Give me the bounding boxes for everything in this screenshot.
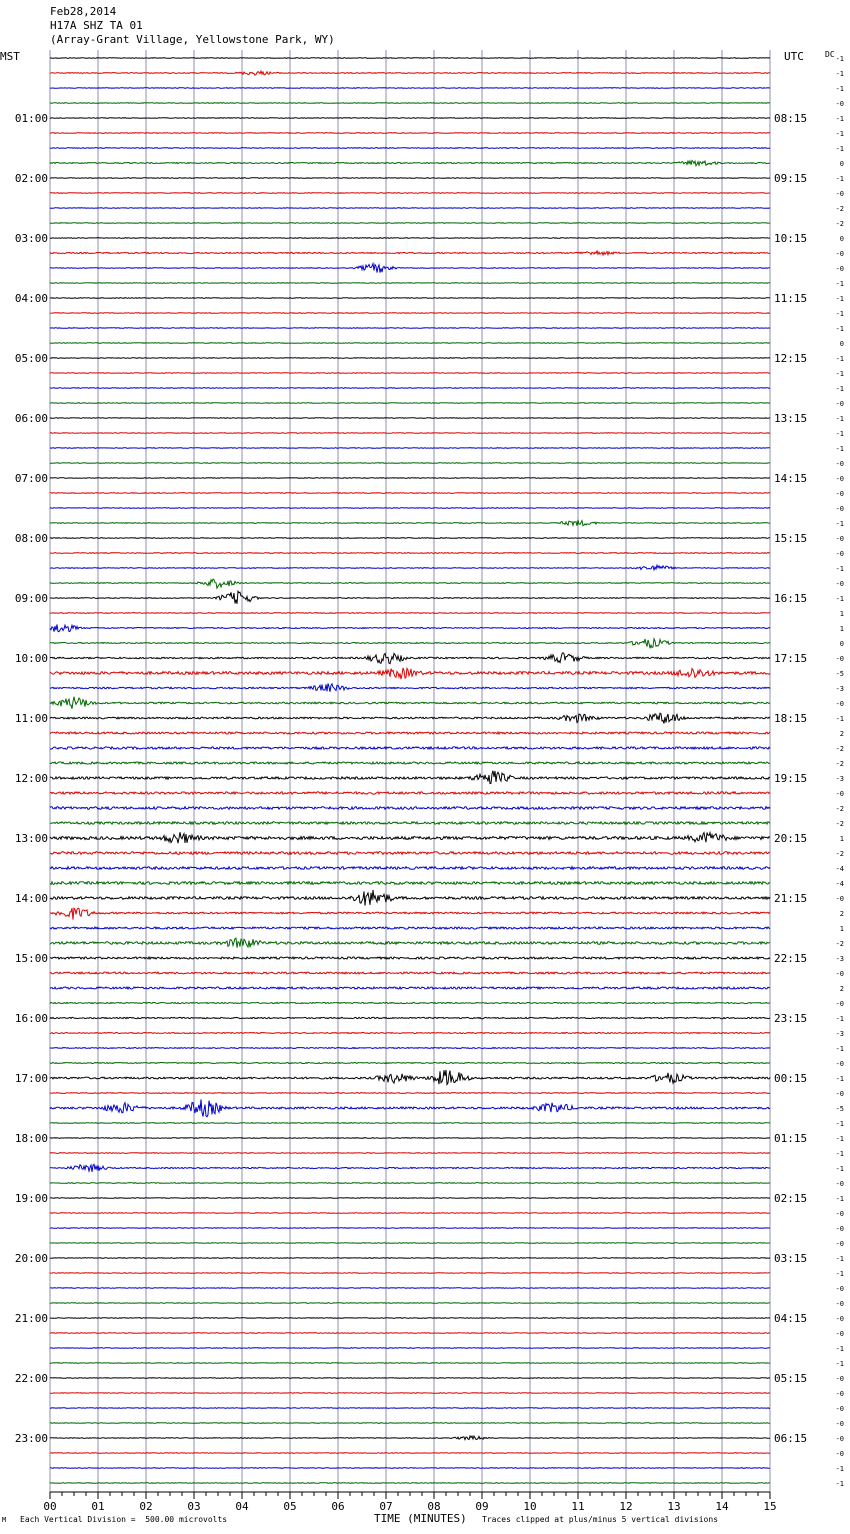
dc-offset-label: -0: [835, 490, 844, 498]
hour-label-mst: 19:00: [14, 1192, 48, 1205]
trace-line: [50, 957, 770, 959]
dc-offset-label: -1: [835, 115, 844, 123]
hour-label-utc: 05:15: [774, 1372, 808, 1385]
hour-label-mst: 03:00: [14, 232, 48, 245]
hour-label-mst: 23:00: [14, 1432, 48, 1445]
minute-mark-icon: M: [2, 1516, 7, 1524]
hour-label-mst: 01:00: [14, 112, 48, 125]
trace-line: [50, 1348, 770, 1349]
vertical-division-note: Each Vertical Division = 500.00 microvolts: [20, 1515, 228, 1524]
dc-offset-label: -0: [835, 1435, 844, 1443]
trace-line: [50, 373, 770, 374]
hour-label-utc: 11:15: [774, 292, 808, 305]
dc-offset-label: -3: [835, 1030, 844, 1038]
trace-line: [50, 867, 770, 870]
trace-line: [50, 1273, 770, 1274]
trace-line: [50, 792, 770, 794]
trace-line: [50, 762, 770, 764]
dc-offset-label: -1: [835, 1255, 844, 1263]
trace-line: [50, 668, 770, 679]
hour-label-mst: 11:00: [14, 712, 48, 725]
mst-zone-label: MST: [0, 50, 20, 63]
dc-offset-label: -1: [835, 1480, 844, 1488]
hour-label-utc: 18:15: [774, 712, 808, 725]
trace-line: [50, 1453, 770, 1454]
hour-label-utc: 12:15: [774, 352, 808, 365]
x-tick-label: 10: [523, 1500, 537, 1513]
trace-line: [50, 58, 770, 59]
trace-line: [50, 1033, 770, 1034]
dc-offset-label: -1: [835, 1270, 844, 1278]
trace-line: [50, 88, 770, 89]
x-tick-label: 05: [283, 1500, 297, 1513]
hour-label-mst: 16:00: [14, 1012, 48, 1025]
trace-line: [50, 1048, 770, 1049]
dc-offset-label: -1: [835, 445, 844, 453]
dc-offset-label: -1: [835, 175, 844, 183]
hour-label-utc: 22:15: [774, 952, 808, 965]
hour-label-utc: 21:15: [774, 892, 808, 905]
trace-line: [50, 538, 770, 539]
dc-offset-label: -2: [835, 760, 844, 768]
trace-line: [50, 771, 770, 784]
dc-offset-label: -1: [835, 1465, 844, 1473]
hour-label-utc: 00:15: [774, 1072, 808, 1085]
dc-offset-label: -0: [835, 1240, 844, 1248]
hour-label-mst: 21:00: [14, 1312, 48, 1325]
trace-line: [50, 832, 770, 843]
trace-line: [50, 448, 770, 449]
trace-line: [50, 520, 770, 526]
trace-line: [50, 313, 770, 314]
dc-offset-label: -1: [835, 415, 844, 423]
dc-offset-label: -1: [835, 1120, 844, 1128]
dc-offset-label: -3: [835, 775, 844, 783]
dc-offset-label: -1: [835, 1195, 844, 1203]
dc-offset-label: -0: [835, 1450, 844, 1458]
x-tick-label: 11: [571, 1500, 585, 1513]
dc-offset-label: -4: [835, 880, 844, 888]
plot-date: Feb28,2014: [50, 5, 117, 18]
dc-offset-label: -2: [835, 205, 844, 213]
trace-line: [50, 264, 770, 273]
hour-label-mst: 08:00: [14, 532, 48, 545]
dc-offset-label: -0: [835, 970, 844, 978]
hour-label-mst: 13:00: [14, 832, 48, 845]
dc-offset-label: -0: [835, 100, 844, 108]
trace-line: [50, 478, 770, 479]
dc-offset-label: -0: [835, 1390, 844, 1398]
dc-offset-label: -0: [835, 700, 844, 708]
trace-line: [50, 908, 770, 920]
dc-offset-label: -5: [835, 670, 844, 678]
dc-offset-label: -2: [835, 850, 844, 858]
trace-line: [50, 1363, 770, 1364]
trace-line: [50, 343, 770, 344]
trace-line: [50, 403, 770, 404]
hour-label-mst: 10:00: [14, 652, 48, 665]
trace-line: [50, 118, 770, 119]
trace-line: [50, 1070, 770, 1085]
trace-line: [50, 938, 770, 948]
hour-label-mst: 18:00: [14, 1132, 48, 1145]
trace-line: [50, 433, 770, 434]
trace-line: [50, 1228, 770, 1229]
hour-label-utc: 02:15: [774, 1192, 808, 1205]
dc-label: DC: [825, 50, 835, 59]
trace-line: [50, 508, 770, 509]
trace-line: [50, 223, 770, 224]
dc-offset-label: 1: [839, 925, 844, 933]
hour-label-utc: 14:15: [774, 472, 808, 485]
trace-line: [50, 591, 770, 604]
x-tick-label: 01: [91, 1500, 105, 1513]
hour-label-mst: 20:00: [14, 1252, 48, 1265]
trace-line: [50, 251, 770, 255]
dc-offset-label: -1: [835, 520, 844, 528]
clip-note: Traces clipped at plus/minus 5 vertical divisions: [482, 1515, 719, 1524]
trace-line: [50, 1258, 770, 1259]
x-axis: [43, 1492, 776, 1513]
x-tick-label: 14: [715, 1500, 729, 1513]
hour-label-utc: 15:15: [774, 532, 808, 545]
dc-offset-label: -0: [835, 1210, 844, 1218]
dc-offset-label: -1: [835, 310, 844, 318]
trace-line: [50, 1288, 770, 1289]
trace-line: [50, 613, 770, 614]
dc-offset-label: -2: [835, 220, 844, 228]
trace-line: [50, 1017, 770, 1018]
x-tick-label: 03: [187, 1500, 201, 1513]
hour-label-mst: 17:00: [14, 1072, 48, 1085]
hour-label-mst: 09:00: [14, 592, 48, 605]
hour-label-utc: 23:15: [774, 1012, 808, 1025]
dc-offset-label: -0: [835, 580, 844, 588]
dc-offset-label: -1: [835, 130, 844, 138]
trace-line: [50, 283, 770, 284]
dc-offset-label: -0: [835, 1180, 844, 1188]
trace-line: [50, 972, 770, 974]
trace-line: [50, 1123, 770, 1124]
hour-label-utc: 06:15: [774, 1432, 808, 1445]
trace-line: [50, 1138, 770, 1139]
dc-offset-label: -0: [835, 1375, 844, 1383]
dc-offset-label: -0: [835, 460, 844, 468]
dc-offset-label: -1: [835, 1165, 844, 1173]
x-tick-label: 06: [331, 1500, 345, 1513]
dc-offset-label: -0: [835, 655, 844, 663]
dc-offset-label: -0: [835, 1225, 844, 1233]
trace-line: [50, 1393, 770, 1394]
trace-line: [50, 639, 770, 649]
x-tick-label: 09: [475, 1500, 489, 1513]
trace-line: [50, 418, 770, 419]
trace-line: [50, 684, 770, 692]
dc-offset-label: -1: [835, 1045, 844, 1053]
dc-offset-label: -0: [835, 1315, 844, 1323]
x-tick-label: 07: [379, 1500, 393, 1513]
dc-offset-label: -0: [835, 475, 844, 483]
dc-offset-label: -0: [835, 1060, 844, 1068]
dc-offset-label: 1: [839, 625, 844, 633]
trace-line: [50, 697, 770, 709]
trace-line: [50, 807, 770, 810]
dc-offset-label: -2: [835, 805, 844, 813]
hour-label-mst: 22:00: [14, 1372, 48, 1385]
trace-line: [50, 133, 770, 134]
dc-offset-label: -3: [835, 955, 844, 963]
trace-line: [50, 1378, 770, 1379]
dc-offset-label: -1: [835, 85, 844, 93]
x-tick-label: 04: [235, 1500, 249, 1513]
dc-offset-label: -0: [835, 1330, 844, 1338]
trace-line: [50, 1243, 770, 1244]
trace-line: [50, 747, 770, 749]
dc-offset-label: -3: [835, 685, 844, 693]
hour-label-utc: 03:15: [774, 1252, 808, 1265]
hour-label-mst: 15:00: [14, 952, 48, 965]
trace-line: [50, 1483, 770, 1484]
dc-offset-label: -1: [835, 280, 844, 288]
trace-line: [50, 298, 770, 299]
dc-offset-label: -0: [835, 790, 844, 798]
hour-label-utc: 08:15: [774, 112, 808, 125]
dc-offset-label: -0: [835, 505, 844, 513]
trace-line: [50, 148, 770, 149]
hour-label-utc: 01:15: [774, 1132, 808, 1145]
trace-line: [50, 1303, 770, 1304]
dc-offset-label: -1: [835, 145, 844, 153]
hour-label-utc: 20:15: [774, 832, 808, 845]
trace-line: [50, 732, 770, 734]
dc-offset-label: -2: [835, 745, 844, 753]
dc-offset-label: -1: [835, 595, 844, 603]
dc-offset-label: -0: [835, 400, 844, 408]
trace-line: [50, 1093, 770, 1094]
hour-label-mst: 05:00: [14, 352, 48, 365]
hour-label-mst: 14:00: [14, 892, 48, 905]
hour-label-utc: 04:15: [774, 1312, 808, 1325]
dc-offset-label: -1: [835, 355, 844, 363]
trace-line: [50, 1318, 770, 1319]
trace-line: [50, 388, 770, 389]
dc-offset-label: -0: [835, 1285, 844, 1293]
trace-line: [50, 553, 770, 554]
trace-line: [50, 1213, 770, 1214]
x-tick-label: 13: [667, 1500, 681, 1513]
hour-label-utc: 16:15: [774, 592, 808, 605]
dc-offset-label: 0: [839, 340, 844, 348]
trace-line: [50, 103, 770, 104]
trace-line: [50, 1153, 770, 1154]
x-tick-label: 02: [139, 1500, 153, 1513]
station-location: (Array-Grant Village, Yellowstone Park, WY): [50, 33, 335, 46]
dc-offset-label: 0: [839, 640, 844, 648]
dc-offset-label: -1: [835, 1345, 844, 1353]
dc-offset-label: -0: [835, 190, 844, 198]
hour-label-mst: 07:00: [14, 472, 48, 485]
dc-offset-label: -0: [835, 1300, 844, 1308]
hour-label-mst: 12:00: [14, 772, 48, 785]
trace-line: [50, 579, 770, 588]
station-code: H17A SHZ TA 01: [50, 19, 143, 32]
dc-offset-label: -1: [835, 370, 844, 378]
trace-line: [50, 161, 770, 166]
trace-line: [50, 358, 770, 359]
trace-line: [50, 1436, 770, 1440]
dc-offset-label: -1: [835, 325, 844, 333]
dc-offset-label: -1: [835, 55, 844, 63]
hour-label-utc: 09:15: [774, 172, 808, 185]
trace-line: [50, 927, 770, 929]
trace-line: [50, 1468, 770, 1469]
dc-offset-label: -0: [835, 250, 844, 258]
trace-line: [50, 890, 770, 906]
seismic-traces: [50, 58, 770, 1484]
dc-offset-label: -0: [835, 1420, 844, 1428]
trace-line: [50, 1183, 770, 1184]
trace-line: [50, 1099, 770, 1116]
dc-offset-label: -0: [835, 1000, 844, 1008]
trace-line: [50, 1333, 770, 1334]
hour-label-utc: 17:15: [774, 652, 808, 665]
trace-line: [50, 713, 770, 723]
trace-line: [50, 463, 770, 464]
dc-offset-label: -5: [835, 1105, 844, 1113]
dc-offset-label: -1: [835, 1360, 844, 1368]
dc-offset-label: -0: [835, 550, 844, 558]
trace-line: [50, 328, 770, 329]
dc-offset-label: -1: [835, 385, 844, 393]
dc-offset-label: -0: [835, 1090, 844, 1098]
trace-line: [50, 1408, 770, 1409]
trace-line: [50, 882, 770, 885]
trace-line: [50, 193, 770, 194]
trace-line: [50, 1164, 770, 1172]
trace-line: [50, 178, 770, 179]
hour-label-mst: 06:00: [14, 412, 48, 425]
dc-offset-label: -1: [835, 1135, 844, 1143]
x-tick-label: 08: [427, 1500, 441, 1513]
dc-offset-label: -4: [835, 865, 844, 873]
dc-offset-label: 0: [839, 160, 844, 168]
dc-offset-label: -1: [835, 295, 844, 303]
hour-label-utc: 19:15: [774, 772, 808, 785]
minute-grid: [50, 50, 770, 1492]
dc-offset-labels: [836, 55, 844, 1488]
trace-line: [50, 653, 770, 664]
dc-offset-label: 2: [839, 730, 844, 738]
dc-offset-label: 2: [839, 910, 844, 918]
trace-line: [50, 1423, 770, 1424]
dc-offset-label: -1: [835, 1075, 844, 1083]
x-tick-label: 15: [763, 1500, 777, 1513]
dc-offset-label: -0: [835, 265, 844, 273]
trace-line: [50, 1198, 770, 1199]
trace-line: [50, 624, 770, 631]
dc-offset-label: -1: [835, 70, 844, 78]
hour-label-utc: 13:15: [774, 412, 808, 425]
dc-offset-label: -1: [835, 715, 844, 723]
dc-offset-label: 2: [839, 985, 844, 993]
dc-offset-label: -1: [835, 430, 844, 438]
trace-line: [50, 822, 770, 825]
dc-offset-label: -1: [835, 565, 844, 573]
trace-line: [50, 1063, 770, 1064]
trace-line: [50, 1002, 770, 1003]
dc-offset-label: -0: [835, 535, 844, 543]
dc-offset-label: -0: [835, 895, 844, 903]
hour-label-mst: 04:00: [14, 292, 48, 305]
trace-line: [50, 238, 770, 239]
x-tick-label: 00: [43, 1500, 57, 1513]
dc-offset-label: 1: [839, 610, 844, 618]
dc-offset-label: -2: [835, 940, 844, 948]
x-tick-label: 12: [619, 1500, 633, 1513]
dc-offset-label: -2: [835, 820, 844, 828]
trace-line: [50, 71, 770, 75]
trace-line: [50, 208, 770, 209]
trace-line: [50, 493, 770, 494]
hour-label-utc: 10:15: [774, 232, 808, 245]
dc-offset-label: -1: [835, 1150, 844, 1158]
dc-offset-label: -0: [835, 1405, 844, 1413]
utc-zone-label: UTC: [784, 50, 804, 63]
dc-offset-label: 0: [839, 235, 844, 243]
dc-offset-label: 1: [839, 835, 844, 843]
hour-label-mst: 02:00: [14, 172, 48, 185]
dc-offset-label: -1: [835, 1015, 844, 1023]
trace-line: [50, 565, 770, 570]
trace-line: [50, 987, 770, 989]
trace-line: [50, 852, 770, 855]
x-axis-label: TIME (MINUTES): [374, 1512, 467, 1525]
